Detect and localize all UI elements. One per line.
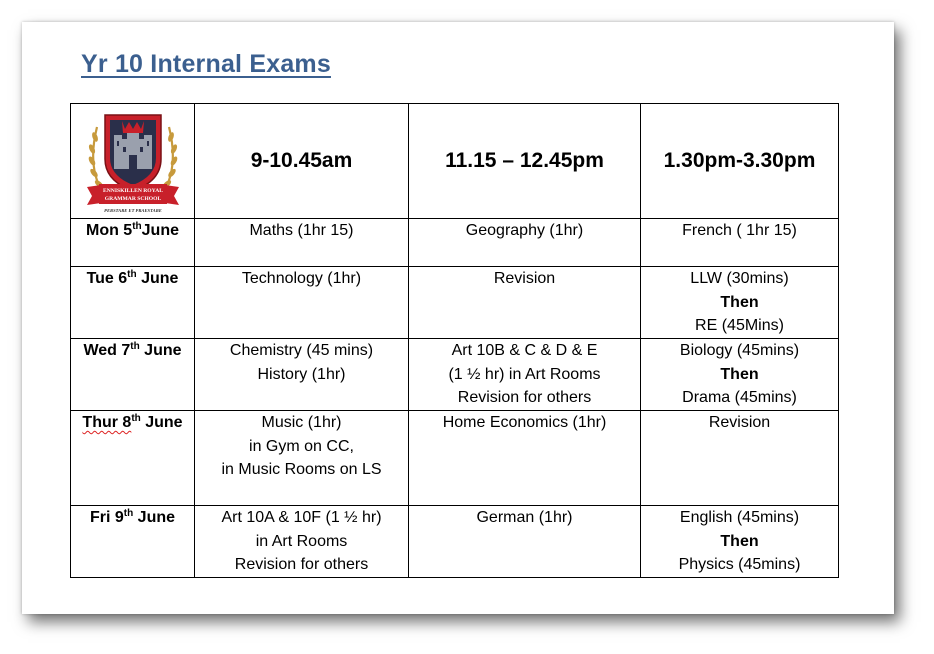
exam-line: Music (1hr) <box>261 414 342 431</box>
exam-line: Technology (1hr) <box>241 270 362 287</box>
exam-cell <box>409 339 641 411</box>
exam-cell <box>195 219 409 267</box>
day-cell <box>71 506 195 578</box>
day-cell <box>71 219 195 267</box>
exam-line: Maths (1hr 15) <box>249 222 354 239</box>
header-slot-midday: 11.15 – 12.45pm <box>409 104 641 219</box>
exam-cell <box>641 339 839 411</box>
exam-line: Physics (45mins) <box>678 556 801 573</box>
day-label: Wed 7 <box>83 342 131 359</box>
day-cell <box>71 411 195 506</box>
exam-line: Geography (1hr) <box>465 222 584 239</box>
exam-line: German (1hr) <box>476 509 573 526</box>
exam-line: Revision <box>493 270 556 287</box>
day-cell <box>71 339 195 411</box>
page-title: Yr 10 Internal Exams <box>81 50 331 78</box>
exam-line: in Gym on CC, <box>249 437 354 455</box>
exam-line: English (45mins) <box>679 509 800 526</box>
then-label: Then <box>720 532 759 550</box>
exam-line: in Art Rooms <box>255 532 348 550</box>
day-cell <box>71 267 195 339</box>
exam-timetable <box>70 103 839 578</box>
exam-line: (1 ½ hr) in Art Rooms <box>448 365 601 383</box>
exam-line: Revision for others <box>457 389 592 406</box>
exam-line: Biology (45mins) <box>679 342 800 359</box>
exam-cell <box>195 506 409 578</box>
exam-cell <box>409 219 641 267</box>
exam-line: Art 10B & C & D & E <box>451 342 598 359</box>
logo-cell <box>71 104 195 219</box>
day-suffix: th <box>132 221 142 232</box>
document-page <box>22 22 894 614</box>
table-row <box>71 339 839 411</box>
exam-line: Revision <box>708 414 771 431</box>
day-month: June <box>141 222 179 239</box>
day-label: Mon 5 <box>85 222 133 239</box>
day-label: Thur 8 <box>82 414 132 431</box>
exam-cell <box>641 506 839 578</box>
exam-line: Art 10A & 10F (1 ½ hr) <box>221 509 382 526</box>
day-month: June <box>139 342 182 359</box>
exam-cell <box>641 411 839 506</box>
day-month: June <box>140 414 183 431</box>
exam-line: Chemistry (45 mins) <box>229 342 374 359</box>
day-label: Tue 6 <box>86 270 128 287</box>
exam-line: Home Economics (1hr) <box>442 414 607 431</box>
exam-cell <box>641 267 839 339</box>
day-suffix: th <box>131 413 141 424</box>
day-suffix: th <box>130 341 140 352</box>
exam-cell <box>409 506 641 578</box>
exam-cell <box>409 411 641 506</box>
exam-line: LLW (30mins) <box>690 270 789 287</box>
school-crest-logo <box>81 107 185 215</box>
then-label: Then <box>720 293 759 311</box>
day-label: Fri 9 <box>89 509 124 526</box>
table-row <box>71 506 839 578</box>
header-slot-afternoon: 1.30pm-3.30pm <box>641 104 839 219</box>
exam-line: Drama (45mins) <box>682 389 797 406</box>
exam-cell <box>409 267 641 339</box>
day-suffix: th <box>123 508 134 519</box>
day-month: June <box>136 270 179 287</box>
exam-cell <box>641 219 839 267</box>
exam-line: French ( 1hr 15) <box>682 222 797 239</box>
exam-cell <box>195 267 409 339</box>
header-slot-morning: 9-10.45am <box>195 104 409 219</box>
exam-line: in Music Rooms on LS <box>221 461 382 478</box>
exam-line: RE (45Mins) <box>695 317 784 334</box>
crest-motto: PERSTARE ET PRAESTARE <box>103 208 162 213</box>
exam-cell <box>195 339 409 411</box>
crest-text-line-1: ENNISKILLEN ROYAL <box>102 188 163 194</box>
exam-line: History (1hr) <box>257 365 346 383</box>
header-row <box>71 104 839 219</box>
table-row <box>71 219 839 267</box>
table-row <box>71 411 839 506</box>
exam-line: Revision for others <box>234 556 369 573</box>
day-month: June <box>133 509 176 526</box>
then-label: Then <box>720 365 759 383</box>
crest-text-line-2: GRAMMAR SCHOOL <box>104 196 161 202</box>
day-suffix: th <box>127 269 137 280</box>
exam-cell <box>195 411 409 506</box>
table-row <box>71 267 839 339</box>
